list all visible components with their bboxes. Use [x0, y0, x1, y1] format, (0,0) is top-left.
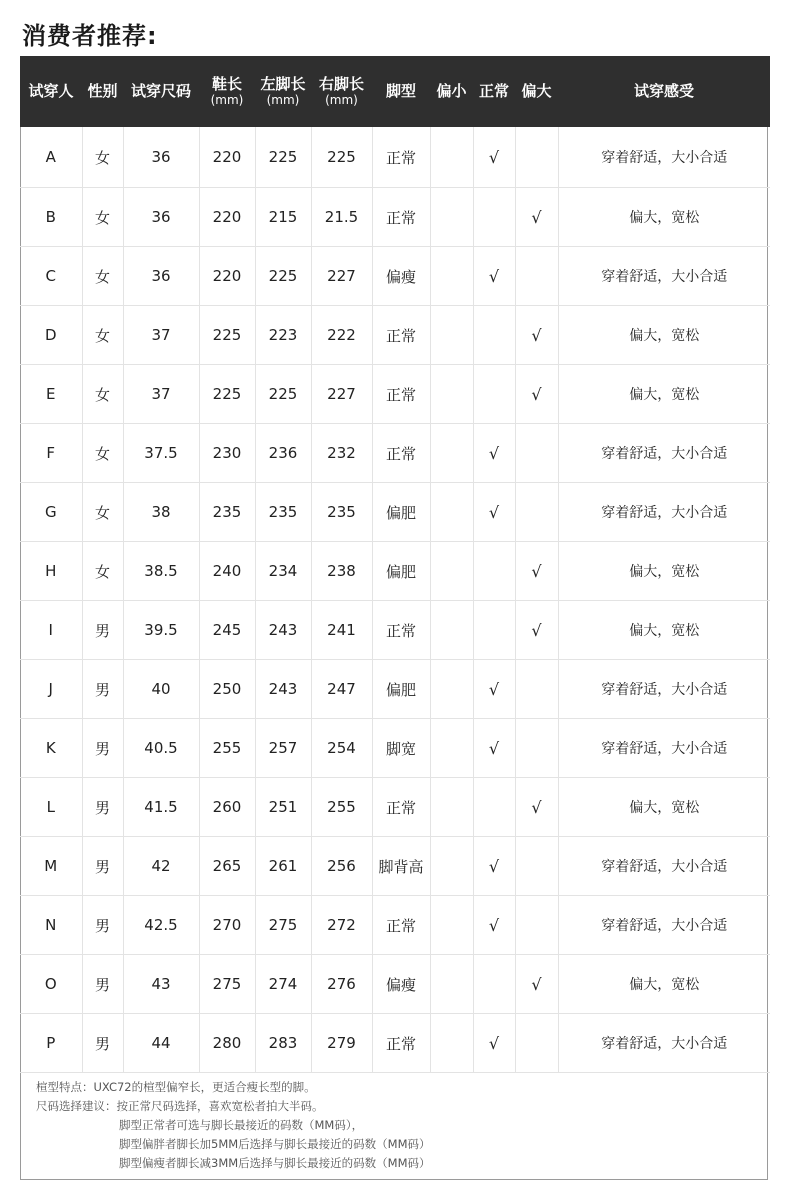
foot-type-cell: 脚宽 [372, 719, 430, 778]
gender-cell: 女 [82, 424, 123, 483]
large-check-cell [515, 127, 558, 188]
table-row [20, 837, 770, 896]
right-foot-cell: 238 [311, 542, 372, 601]
size-cell: 37 [123, 365, 199, 424]
table-row [20, 365, 770, 424]
unit-label: (mm) [210, 93, 244, 108]
small-check-cell [430, 365, 473, 424]
size-cell: 43 [123, 955, 199, 1014]
large-check-cell [515, 896, 558, 955]
normal-check-cell: √ [473, 837, 515, 896]
tester-cell: M [20, 837, 82, 896]
size-cell: 40 [123, 660, 199, 719]
tester-cell: O [20, 955, 82, 1014]
gender-cell: 男 [82, 955, 123, 1014]
feel-cell: 穿着舒适，大小合适 [558, 424, 770, 483]
gender-cell: 女 [82, 127, 123, 188]
feel-cell: 穿着舒适，大小合适 [558, 896, 770, 955]
large-check-cell [515, 1014, 558, 1073]
col-foot-type: 脚型 [372, 56, 430, 127]
small-check-cell [430, 601, 473, 660]
shoe-length-cell: 245 [199, 601, 255, 660]
foot-type-cell: 正常 [372, 601, 430, 660]
feel-cell: 偏大，宽松 [558, 306, 770, 365]
size-cell: 36 [123, 247, 199, 306]
size-cell: 44 [123, 1014, 199, 1073]
left-foot-cell: 215 [255, 188, 311, 247]
unit-label: (mm) [325, 93, 358, 108]
small-check-cell [430, 1014, 473, 1073]
tester-cell: C [20, 247, 82, 306]
gender-cell: 男 [82, 896, 123, 955]
left-foot-cell: 225 [255, 127, 311, 188]
right-foot-cell: 256 [311, 837, 372, 896]
foot-type-cell: 偏瘦 [372, 247, 430, 306]
small-check-cell [430, 188, 473, 247]
shoe-length-cell: 250 [199, 660, 255, 719]
feel-cell: 穿着舒适，大小合适 [558, 660, 770, 719]
large-check-cell: √ [515, 365, 558, 424]
normal-check-cell: √ [473, 424, 515, 483]
left-foot-cell: 243 [255, 601, 311, 660]
normal-check-cell [473, 365, 515, 424]
notes [36, 1078, 431, 1173]
col-gender: 性别 [82, 56, 123, 127]
col-tester: 试穿人 [20, 56, 82, 127]
shoe-length-cell: 225 [199, 365, 255, 424]
shoe-length-cell: 260 [199, 778, 255, 837]
feel-cell: 偏大，宽松 [558, 601, 770, 660]
gender-cell: 女 [82, 542, 123, 601]
gender-cell: 女 [82, 188, 123, 247]
large-check-cell [515, 660, 558, 719]
shoe-length-cell: 220 [199, 188, 255, 247]
normal-check-cell: √ [473, 127, 515, 188]
tester-cell: L [20, 778, 82, 837]
tester-cell: D [20, 306, 82, 365]
shoe-length-cell: 220 [199, 247, 255, 306]
tester-cell: A [20, 127, 82, 188]
page-title: 消费者推荐: [22, 22, 158, 50]
gender-cell: 男 [82, 719, 123, 778]
table-body [20, 127, 770, 1073]
foot-type-cell: 正常 [372, 306, 430, 365]
left-foot-cell: 225 [255, 247, 311, 306]
gender-cell: 男 [82, 837, 123, 896]
normal-check-cell: √ [473, 483, 515, 542]
foot-type-cell: 正常 [372, 127, 430, 188]
right-foot-label: 右脚长 [318, 74, 364, 93]
table-row [20, 1014, 770, 1073]
table-row [20, 778, 770, 837]
large-check-cell [515, 424, 558, 483]
normal-check-cell [473, 601, 515, 660]
foot-type-cell: 正常 [372, 365, 430, 424]
size-cell: 42.5 [123, 896, 199, 955]
small-check-cell [430, 955, 473, 1014]
table-row [20, 306, 770, 365]
shoe-length-cell: 230 [199, 424, 255, 483]
shoe-length-cell: 235 [199, 483, 255, 542]
normal-check-cell: √ [473, 1014, 515, 1073]
tester-cell: B [20, 188, 82, 247]
feel-cell: 偏大，宽松 [558, 778, 770, 837]
left-foot-label: 左脚长 [260, 74, 306, 93]
small-check-cell [430, 127, 473, 188]
col-shoe-length [199, 56, 255, 127]
col-small: 偏小 [430, 56, 473, 127]
normal-check-cell [473, 188, 515, 247]
table-row [20, 127, 770, 188]
tester-cell: G [20, 483, 82, 542]
small-check-cell [430, 483, 473, 542]
gender-cell: 男 [82, 601, 123, 660]
feel-cell: 偏大，宽松 [558, 365, 770, 424]
foot-type-cell: 脚背高 [372, 837, 430, 896]
left-foot-cell: 257 [255, 719, 311, 778]
large-check-cell: √ [515, 778, 558, 837]
feel-cell: 穿着舒适，大小合适 [558, 719, 770, 778]
size-cell: 36 [123, 127, 199, 188]
large-check-cell: √ [515, 955, 558, 1014]
foot-type-cell: 正常 [372, 896, 430, 955]
right-foot-cell: 227 [311, 247, 372, 306]
foot-type-cell: 正常 [372, 1014, 430, 1073]
table-row [20, 719, 770, 778]
left-foot-cell: 274 [255, 955, 311, 1014]
foot-type-cell: 正常 [372, 188, 430, 247]
col-normal: 正常 [473, 56, 515, 127]
small-check-cell [430, 837, 473, 896]
large-check-cell [515, 837, 558, 896]
shoe-length-cell: 240 [199, 542, 255, 601]
normal-check-cell: √ [473, 247, 515, 306]
feel-cell: 偏大，宽松 [558, 955, 770, 1014]
normal-check-cell: √ [473, 719, 515, 778]
large-check-cell: √ [515, 601, 558, 660]
table-row [20, 660, 770, 719]
small-check-cell [430, 660, 473, 719]
gender-cell: 男 [82, 660, 123, 719]
gender-cell: 女 [82, 306, 123, 365]
left-foot-cell: 261 [255, 837, 311, 896]
gender-cell: 男 [82, 778, 123, 837]
gender-cell: 女 [82, 483, 123, 542]
shoe-length-cell: 220 [199, 127, 255, 188]
shoe-length-cell: 270 [199, 896, 255, 955]
table-row [20, 483, 770, 542]
foot-type-cell: 偏肥 [372, 483, 430, 542]
large-check-cell [515, 719, 558, 778]
small-check-cell [430, 896, 473, 955]
foot-type-cell: 偏肥 [372, 660, 430, 719]
feel-cell: 穿着舒适，大小合适 [558, 1014, 770, 1073]
note-slim-foot: 脚型偏瘦者脚长减3MM后选择与脚长最接近的码数（MM码） [119, 1156, 431, 1170]
foot-type-cell: 偏瘦 [372, 955, 430, 1014]
tester-cell: P [20, 1014, 82, 1073]
tester-cell: I [20, 601, 82, 660]
feel-cell: 穿着舒适，大小合适 [558, 247, 770, 306]
table-header-row [20, 56, 770, 127]
feel-cell: 穿着舒适，大小合适 [558, 127, 770, 188]
large-check-cell [515, 247, 558, 306]
col-right-foot [311, 56, 372, 127]
normal-check-cell: √ [473, 660, 515, 719]
shoe-length-cell: 225 [199, 306, 255, 365]
tester-cell: K [20, 719, 82, 778]
left-foot-cell: 243 [255, 660, 311, 719]
normal-check-cell [473, 306, 515, 365]
normal-check-cell [473, 542, 515, 601]
table-row [20, 601, 770, 660]
size-cell: 40.5 [123, 719, 199, 778]
shoe-length-cell: 275 [199, 955, 255, 1014]
right-foot-cell: 276 [311, 955, 372, 1014]
right-foot-cell: 232 [311, 424, 372, 483]
large-check-cell [515, 483, 558, 542]
right-foot-cell: 272 [311, 896, 372, 955]
tester-cell: J [20, 660, 82, 719]
left-foot-cell: 251 [255, 778, 311, 837]
size-cell: 41.5 [123, 778, 199, 837]
size-cell: 37 [123, 306, 199, 365]
foot-type-cell: 偏肥 [372, 542, 430, 601]
shoe-length-label: 鞋长 [211, 74, 242, 93]
size-cell: 37.5 [123, 424, 199, 483]
right-foot-cell: 247 [311, 660, 372, 719]
size-cell: 39.5 [123, 601, 199, 660]
gender-cell: 女 [82, 247, 123, 306]
note-last-type: 楦型特点：UXC72的楦型偏窄长，更适合瘦长型的脚。 [36, 1080, 316, 1094]
shoe-length-cell: 280 [199, 1014, 255, 1073]
gender-cell: 女 [82, 365, 123, 424]
table-row [20, 247, 770, 306]
foot-type-cell: 正常 [372, 778, 430, 837]
small-check-cell [430, 306, 473, 365]
small-check-cell [430, 542, 473, 601]
right-foot-cell: 279 [311, 1014, 372, 1073]
right-foot-cell: 255 [311, 778, 372, 837]
left-foot-cell: 234 [255, 542, 311, 601]
note-size-advice: 尺码选择建议：按正常尺码选择，喜欢宽松者拍大半码。 [36, 1099, 324, 1113]
right-foot-cell: 235 [311, 483, 372, 542]
small-check-cell [430, 247, 473, 306]
shoe-length-cell: 265 [199, 837, 255, 896]
large-check-cell: √ [515, 306, 558, 365]
unit-label: (mm) [266, 93, 300, 108]
size-table [20, 56, 770, 1073]
table-row [20, 896, 770, 955]
col-size: 试穿尺码 [123, 56, 199, 127]
right-foot-cell: 222 [311, 306, 372, 365]
table-row [20, 955, 770, 1014]
large-check-cell: √ [515, 188, 558, 247]
left-foot-cell: 225 [255, 365, 311, 424]
note-normal-foot: 脚型正常者可选与脚长最接近的码数（MM码）， [119, 1118, 364, 1132]
tester-cell: F [20, 424, 82, 483]
left-foot-cell: 275 [255, 896, 311, 955]
tester-cell: N [20, 896, 82, 955]
table-row [20, 188, 770, 247]
col-large: 偏大 [515, 56, 558, 127]
small-check-cell [430, 778, 473, 837]
left-foot-cell: 283 [255, 1014, 311, 1073]
note-wide-foot: 脚型偏胖者脚长加5MM后选择与脚长最接近的码数（MM码） [119, 1137, 431, 1151]
right-foot-cell: 225 [311, 127, 372, 188]
left-foot-cell: 223 [255, 306, 311, 365]
normal-check-cell [473, 778, 515, 837]
size-cell: 38.5 [123, 542, 199, 601]
col-left-foot [255, 56, 311, 127]
tester-cell: E [20, 365, 82, 424]
shoe-length-cell: 255 [199, 719, 255, 778]
right-foot-cell: 21.5 [311, 188, 372, 247]
normal-check-cell: √ [473, 896, 515, 955]
left-foot-cell: 236 [255, 424, 311, 483]
size-cell: 36 [123, 188, 199, 247]
feel-cell: 穿着舒适，大小合适 [558, 483, 770, 542]
col-feel: 试穿感受 [558, 56, 770, 127]
feel-cell: 穿着舒适，大小合适 [558, 837, 770, 896]
right-foot-cell: 254 [311, 719, 372, 778]
foot-type-cell: 正常 [372, 424, 430, 483]
size-cell: 38 [123, 483, 199, 542]
small-check-cell [430, 424, 473, 483]
table-row [20, 542, 770, 601]
gender-cell: 男 [82, 1014, 123, 1073]
left-foot-cell: 235 [255, 483, 311, 542]
normal-check-cell [473, 955, 515, 1014]
feel-cell: 偏大，宽松 [558, 542, 770, 601]
tester-cell: H [20, 542, 82, 601]
right-foot-cell: 227 [311, 365, 372, 424]
large-check-cell: √ [515, 542, 558, 601]
table-row [20, 424, 770, 483]
small-check-cell [430, 719, 473, 778]
size-cell: 42 [123, 837, 199, 896]
right-foot-cell: 241 [311, 601, 372, 660]
feel-cell: 偏大，宽松 [558, 188, 770, 247]
